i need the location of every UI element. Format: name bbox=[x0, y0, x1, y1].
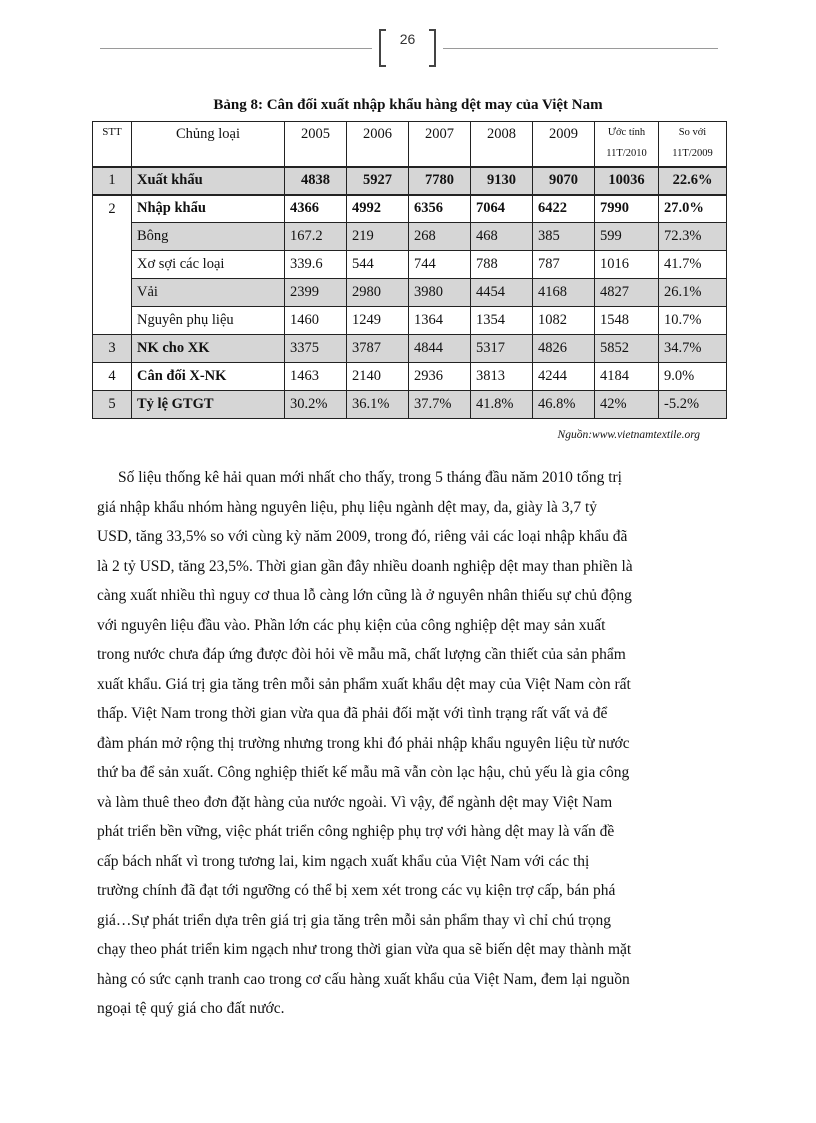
cell-value: 72.3% bbox=[659, 223, 727, 251]
cell-name: Nguyên phụ liệu bbox=[132, 307, 285, 335]
body-line: với nguyên liệu đầu vào. Phần lớn các phụ kiện của công nghiệp dệt may sản xuất bbox=[97, 616, 606, 634]
cell-value: 4454 bbox=[471, 279, 533, 307]
cell-value: 42% bbox=[595, 391, 659, 419]
cell-value: 41.8% bbox=[471, 391, 533, 419]
cell-value: 6422 bbox=[533, 195, 595, 223]
cell-value: 5852 bbox=[595, 335, 659, 363]
cell-value: 4838 bbox=[285, 167, 347, 195]
cell-value: 5317 bbox=[471, 335, 533, 363]
header-estimate bbox=[595, 122, 659, 167]
cell-value: 10.7% bbox=[659, 307, 727, 335]
body-line: xuất khẩu. Giá trị gia tăng trên mỗi sản phẩm xuất khẩu dệt may của Việt Nam còn rất bbox=[97, 675, 631, 693]
cell-value: 2399 bbox=[285, 279, 347, 307]
cell-name: Tỷ lệ GTGT bbox=[132, 391, 285, 419]
body-line: giá…Sự phát triển dựa trên giá trị gia tăng trên mỗi sản phẩm thay vì chỉ chú trọng bbox=[97, 911, 611, 929]
table-header-row bbox=[93, 122, 727, 167]
cell-stt: 4 bbox=[93, 363, 132, 391]
header-bracket-left bbox=[379, 29, 386, 67]
page-number: 26 bbox=[399, 31, 416, 47]
body-line: càng xuất nhiều thì nguy cơ thua lỗ càng lớn cũng là ở nguyên nhân thiếu sự chủ động bbox=[97, 587, 632, 604]
table-caption: Bảng 8: Cân đối xuất nhập khẩu hàng dệt may của Việt Nam bbox=[213, 97, 603, 113]
header-2009: 2009 bbox=[533, 122, 595, 167]
cell-value: 4366 bbox=[285, 195, 347, 223]
cell-value: 9130 bbox=[471, 167, 533, 195]
cell-value: 4168 bbox=[533, 279, 595, 307]
cell-name: Xuất khẩu bbox=[132, 167, 285, 195]
cell-stt bbox=[93, 223, 132, 251]
header-estimate-line1: Ước tính bbox=[607, 127, 646, 138]
cell-value: 41.7% bbox=[659, 251, 727, 279]
cell-stt bbox=[93, 279, 132, 307]
header-estimate-line2: 11T/2010 bbox=[606, 148, 647, 159]
table-row bbox=[93, 251, 727, 279]
cell-value: 30.2% bbox=[285, 391, 347, 419]
cell-value: 34.7% bbox=[659, 335, 727, 363]
cell-value: 1364 bbox=[409, 307, 471, 335]
body-line: đàm phán mở rộng thị trường nhưng trong khi đó phải nhập khẩu nguyên liệu từ nước bbox=[97, 734, 630, 752]
table-row bbox=[93, 307, 727, 335]
header-rule-right bbox=[443, 48, 718, 49]
body-line: và làm thuê theo đơn đặt hàng của nước ngoài. Vì vậy, để ngành dệt may Việt Nam bbox=[97, 793, 613, 811]
trade-balance-table bbox=[92, 121, 727, 419]
header-compare bbox=[659, 122, 727, 167]
cell-value: 339.6 bbox=[285, 251, 347, 279]
cell-stt: 3 bbox=[93, 335, 132, 363]
body-line: thứ ba để sản xuất. Công nghiệp thiết kế mẫu mã vẫn còn lạc hậu, chủ yếu là gia công bbox=[97, 764, 630, 781]
cell-value: 4244 bbox=[533, 363, 595, 391]
cell-stt: 5 bbox=[93, 391, 132, 419]
cell-stt: 2 bbox=[93, 195, 132, 223]
cell-value: 468 bbox=[471, 223, 533, 251]
body-line: giá nhập khẩu nhóm hàng nguyên liệu, phụ liệu ngành dệt may, da, giày là 3,7 tỷ bbox=[97, 498, 598, 516]
cell-stt: 1 bbox=[93, 167, 132, 195]
header-2006: 2006 bbox=[347, 122, 409, 167]
header-2005: 2005 bbox=[285, 122, 347, 167]
header-category: Chủng loại bbox=[132, 122, 285, 167]
cell-stt bbox=[93, 307, 132, 335]
cell-value: 9070 bbox=[533, 167, 595, 195]
cell-value: 1460 bbox=[285, 307, 347, 335]
table-row bbox=[93, 391, 727, 419]
table-row bbox=[93, 167, 727, 195]
cell-value: 1016 bbox=[595, 251, 659, 279]
cell-value: 37.7% bbox=[409, 391, 471, 419]
cell-value: 7064 bbox=[471, 195, 533, 223]
table-row bbox=[93, 279, 727, 307]
cell-value: 9.0% bbox=[659, 363, 727, 391]
cell-value: 7990 bbox=[595, 195, 659, 223]
table-row bbox=[93, 223, 727, 251]
cell-value: 36.1% bbox=[347, 391, 409, 419]
cell-value: 219 bbox=[347, 223, 409, 251]
cell-value: 27.0% bbox=[659, 195, 727, 223]
cell-value: 46.8% bbox=[533, 391, 595, 419]
cell-value: 1548 bbox=[595, 307, 659, 335]
header-bracket-right bbox=[429, 29, 436, 67]
cell-name: Nhập khẩu bbox=[132, 195, 285, 223]
cell-value: 788 bbox=[471, 251, 533, 279]
cell-value: 787 bbox=[533, 251, 595, 279]
cell-value: 2980 bbox=[347, 279, 409, 307]
cell-name: Xơ sợi các loại bbox=[132, 251, 285, 279]
cell-value: 4827 bbox=[595, 279, 659, 307]
cell-value: 4184 bbox=[595, 363, 659, 391]
header-2007: 2007 bbox=[409, 122, 471, 167]
header-compare-line1: So với bbox=[678, 127, 707, 138]
body-paragraph bbox=[97, 463, 717, 1024]
header-rule-left bbox=[100, 48, 372, 49]
cell-value: 7780 bbox=[409, 167, 471, 195]
cell-value: 4992 bbox=[347, 195, 409, 223]
body-line: hàng có sức cạnh tranh cao trong cơ cấu hàng xuất khẩu của Việt Nam, đem lại nguồn bbox=[97, 970, 630, 988]
cell-value: 599 bbox=[595, 223, 659, 251]
cell-value: 3375 bbox=[285, 335, 347, 363]
cell-value: 544 bbox=[347, 251, 409, 279]
table-row bbox=[93, 363, 727, 391]
cell-name: Vải bbox=[132, 279, 285, 307]
cell-stt bbox=[93, 251, 132, 279]
cell-value: 268 bbox=[409, 223, 471, 251]
cell-value: 2936 bbox=[409, 363, 471, 391]
header-stt: STT bbox=[93, 122, 132, 167]
body-line: Số liệu thống kê hải quan mới nhất cho thấy, trong 5 tháng đầu năm 2010 tổng trị bbox=[118, 469, 622, 486]
body-line: chạy theo phát triển kim ngạch như trong thời gian vừa qua sẽ biến dệt may thành mặt bbox=[97, 941, 632, 958]
table-row bbox=[93, 195, 727, 223]
cell-value: 26.1% bbox=[659, 279, 727, 307]
cell-value: 6356 bbox=[409, 195, 471, 223]
cell-value: 1249 bbox=[347, 307, 409, 335]
cell-name: NK cho XK bbox=[132, 335, 285, 363]
header-2008: 2008 bbox=[471, 122, 533, 167]
cell-value: 3787 bbox=[347, 335, 409, 363]
cell-value: 744 bbox=[409, 251, 471, 279]
cell-value: 4844 bbox=[409, 335, 471, 363]
body-line: phát triển bền vững, việc phát triển công nghiệp phụ trợ với hàng dệt may là vấn đề bbox=[97, 823, 615, 840]
cell-value: 1463 bbox=[285, 363, 347, 391]
body-line: thấp. Việt Nam trong thời gian vừa qua đã phải đối mặt với tình trạng rất vất vả để bbox=[97, 705, 608, 722]
body-line: trong nước chưa đáp ứng được đòi hỏi về mẫu mã, chất lượng cần thiết của sản phẩm bbox=[97, 646, 626, 663]
cell-name: Bông bbox=[132, 223, 285, 251]
cell-value: 4826 bbox=[533, 335, 595, 363]
body-line: USD, tăng 33,5% so với cùng kỳ năm 2009, trong đó, riêng vải các loại nhập khẩu đã bbox=[97, 528, 628, 545]
cell-value: 1354 bbox=[471, 307, 533, 335]
cell-value: 5927 bbox=[347, 167, 409, 195]
body-line: là 2 tỷ USD, tăng 23,5%. Thời gian gần đây nhiều doanh nghiệp dệt may than phiền là bbox=[97, 557, 633, 575]
table-row bbox=[93, 335, 727, 363]
header-compare-line2: 11T/2009 bbox=[672, 148, 713, 159]
cell-value: 2140 bbox=[347, 363, 409, 391]
cell-value: -5.2% bbox=[659, 391, 727, 419]
cell-name: Cân đối X-NK bbox=[132, 363, 285, 391]
body-line: ngoại tệ quý giá cho đất nước. bbox=[97, 1000, 285, 1017]
body-line: trường chính đã đạt tới ngưỡng có thể bị xem xét trong các vụ kiện trợ cấp, bán phá bbox=[97, 882, 616, 899]
cell-value: 3980 bbox=[409, 279, 471, 307]
table-source: Nguồn:www.vietnamtextile.org bbox=[557, 429, 700, 441]
cell-value: 167.2 bbox=[285, 223, 347, 251]
cell-value: 385 bbox=[533, 223, 595, 251]
cell-value: 22.6% bbox=[659, 167, 727, 195]
body-line: cấp bách nhất vì trong tương lai, kim ngạch xuất khẩu của Việt Nam với các thị bbox=[97, 852, 590, 870]
cell-value: 10036 bbox=[595, 167, 659, 195]
cell-value: 1082 bbox=[533, 307, 595, 335]
cell-value: 3813 bbox=[471, 363, 533, 391]
